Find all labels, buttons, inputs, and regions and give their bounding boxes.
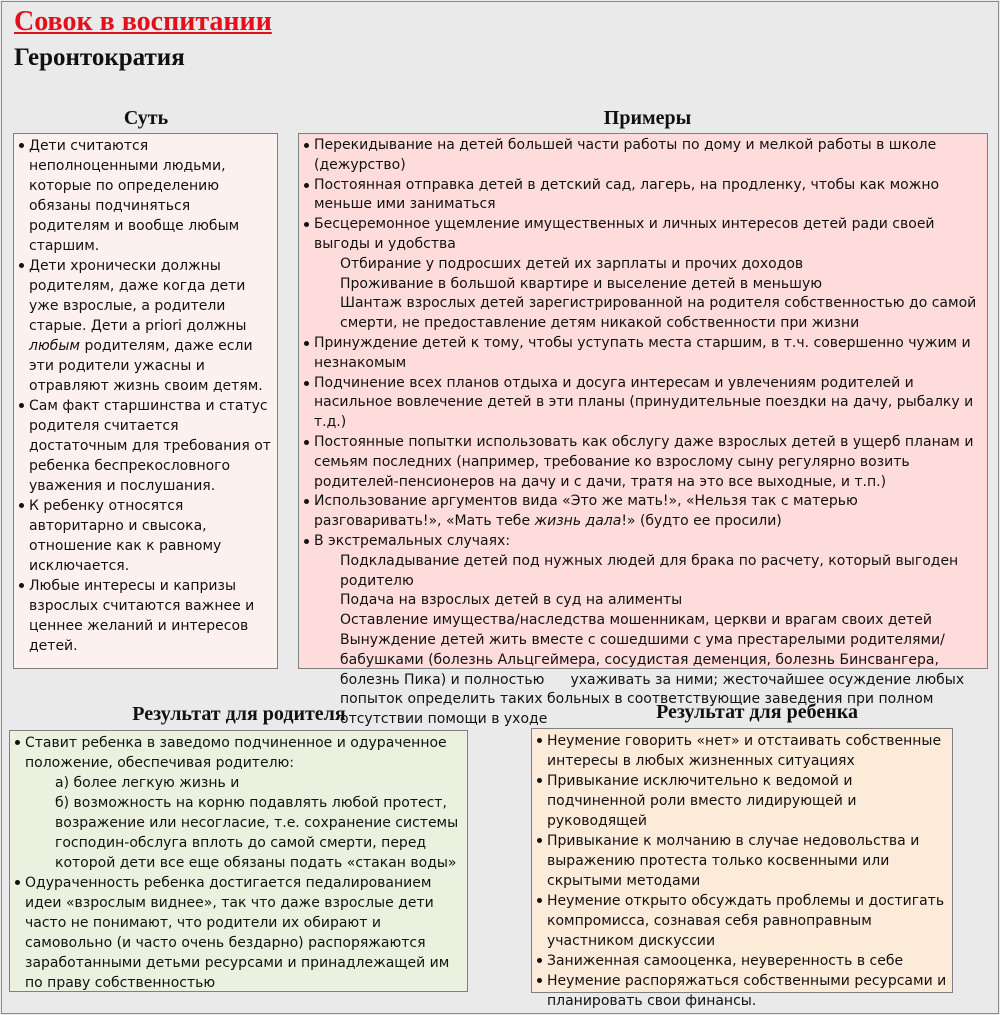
example-item: Подчинение всех планов отдыха и досуга интересам и увлечениям родителей и насильное вовлечение детей в эти планы (принудительные поездки на дачу, рыбалку и т.д.) bbox=[303, 374, 983, 433]
parent-result-item: Ставит ребенка в заведомо подчиненное и одураченное положение, обеспечивая родителю: а) более легкую жизнь и б) возможность на корню подавлять любой протест, возражение или несогласие, т.е. сохранение системы господин-обслуга вплоть до самой смерти, перед которой дети все еще обязаны подать «стакан воды» bbox=[14, 733, 462, 873]
essence-list bbox=[18, 136, 273, 656]
child-result-item: Неумение распоряжаться собственными ресурсами и планировать свои финансы. bbox=[536, 971, 947, 1011]
parent-result-subitem: а) более легкую жизнь и bbox=[55, 775, 240, 791]
example-subitem: Оставление имущества/наследства мошенникам, церкви и врагам своих детей bbox=[340, 612, 932, 629]
essence-item: Дети считаются неполноценными людьми, которые по определению обязаны подчиняться родителям и вообще любым старшим. bbox=[18, 136, 273, 256]
essence-item: К ребенку относятся авторитарно и свысока, отношение как к равному исключается. bbox=[18, 496, 273, 576]
example-subitem: Вынуждение детей жить вместе с сошедшими с ума престарелыми родителями/бабушками (болезнь Альцгеймера, сосудистая деменция, болезнь Бинсвангера, болезнь Пика) и полностью ухаживать за ними; жесточайшее осуждение любых попыток определить таких больных в соответствующие заведения при полном отсутствии помощи в уходе bbox=[340, 631, 965, 728]
example-item: Постоянная отправка детей в детский сад, лагерь, на продленку, чтобы как можно меньше ими заниматься bbox=[303, 176, 983, 216]
example-item: Принуждение детей к тому, чтобы уступать места старшим, в т.ч. совершенно чужим и незнакомым bbox=[303, 334, 983, 374]
parent-result-box bbox=[9, 730, 468, 992]
page-title: Совок в воспитании bbox=[14, 6, 272, 37]
example-item: Постоянные попытки использовать как обслугу даже взрослых детей в ущерб планам и семьям последних (например, требование ко взрослому сыну регулярно возить родителей-пенсионеров на дачу и с дачи, тратя на это все выходные, и т.п.) bbox=[303, 433, 983, 492]
essence-item: Любые интересы и капризы взрослых считаются важнее и ценнее желаний и интересов детей. bbox=[18, 576, 273, 656]
example-subitem: Шантаж взрослых детей зарегистрированной на родителя собственностью до самой смерти, не предоставление детям никакой собственности при жизни bbox=[340, 295, 977, 332]
essence-box bbox=[13, 133, 278, 669]
child-result-item: Привыкание исключительно к ведомой и подчиненной роли вместо лидирующей и руководящей bbox=[536, 771, 947, 831]
emphasis-text: любым bbox=[29, 338, 80, 354]
emphasis-text: жизнь дала bbox=[534, 513, 622, 530]
parent-result-heading: Результат для родителя bbox=[132, 703, 346, 725]
example-item: Бесцеремонное ущемление имущественных и личных интересов детей ради своей выгоды и удобства Отбирание у подросших детей их зарплаты и прочих доходов Проживание в большой квартире и выселение детей в меньшую Шантаж взрослых детей зарегистрированной на родителя собственностью до самой смерти, не предоставление детям никакой собственности при жизни bbox=[303, 215, 983, 334]
example-item: Перекидывание на детей большей части работы по дому и мелкой работы в школе (дежурство) bbox=[303, 136, 983, 176]
example-subitem: Отбирание у подросших детей их зарплаты и прочих доходов bbox=[340, 255, 804, 272]
child-result-box bbox=[531, 728, 953, 1009]
child-result-item: Привыкание к молчанию в случае недовольства и выражению протеста только косвенными или скрытыми методами bbox=[536, 831, 947, 891]
examples-list bbox=[303, 136, 983, 730]
child-result-heading: Результат для ребенка bbox=[656, 701, 858, 723]
child-result-item: Неумение говорить «нет» и отстаивать собственные интересы в любых жизненных ситуациях bbox=[536, 731, 947, 771]
parent-result-subitem: б) возможность на корню подавлять любой протест, возражение или несогласие, т.е. сохранение системы господин-обслуга вплоть до самой смерти, перед которой дети все еще обязаны подать «стакан воды» bbox=[55, 795, 459, 871]
parent-result-list bbox=[14, 733, 462, 993]
essence-heading: Суть bbox=[123, 107, 169, 129]
essence-item: Сам факт старшинства и статус родителя считается достаточным для требования от ребенка беспрекословного уважения и послушания. bbox=[18, 396, 273, 496]
child-result-list bbox=[536, 731, 947, 1011]
essence-item: Дети хронически должны родителям, даже когда дети уже взрослые, а родители старые. Дети a priori должны любым родителям, даже если эти родители ужасны и отравляют жизнь своим детям. bbox=[18, 256, 273, 396]
example-subitem: Подача на взрослых детей в суд на алименты bbox=[340, 592, 683, 609]
child-result-item: Неумение открыто обсуждать проблемы и достигать компромисса, сознавая себя равноправным участником дискуссии bbox=[536, 891, 947, 951]
child-result-item: Заниженная самооценка, неуверенность в себе bbox=[536, 951, 947, 971]
example-subitem: Проживание в большой квартире и выселение детей в меньшую bbox=[340, 275, 823, 292]
examples-heading: Примеры bbox=[603, 107, 692, 129]
example-item: В экстремальных случаях: Подкладывание детей под нужных людей для брака по расчету, который выгоден родителю Подача на взрослых детей в суд на алименты Оставление имущества/наследства мошенникам, церкви и врагам своих детей Вынуждение детей жить вместе с сошедшими с ума престарелыми родителями/бабушками (болезнь Альцгеймера, сосудистая деменция, болезнь Бинсвангера, болезнь Пика) и полностью ухаживать за ними; жесточайшее осуждение любых попыток определить таких больных в соответствующие заведения при полном отсутствии помощи в уходе bbox=[303, 532, 983, 730]
example-subitem: Подкладывание детей под нужных людей для брака по расчету, который выгоден родителю bbox=[340, 552, 959, 589]
page-subtitle: Геронтократия bbox=[14, 44, 185, 71]
example-item: Использование аргументов вида «Это же мать!», «Нельзя так с матерью разговаривать!», «Мать тебе жизнь дала!» (будто ее просили) bbox=[303, 492, 983, 532]
parent-result-item: Одураченность ребенка достигается педалированием идеи «взрослым виднее», так что даже взрослые дети часто не понимают, что родители их обирают и самовольно (и часто очень бездарно) распоряжаются заработанными детьми ресурсами и принадлежащей им по праву собственностью bbox=[14, 873, 462, 993]
